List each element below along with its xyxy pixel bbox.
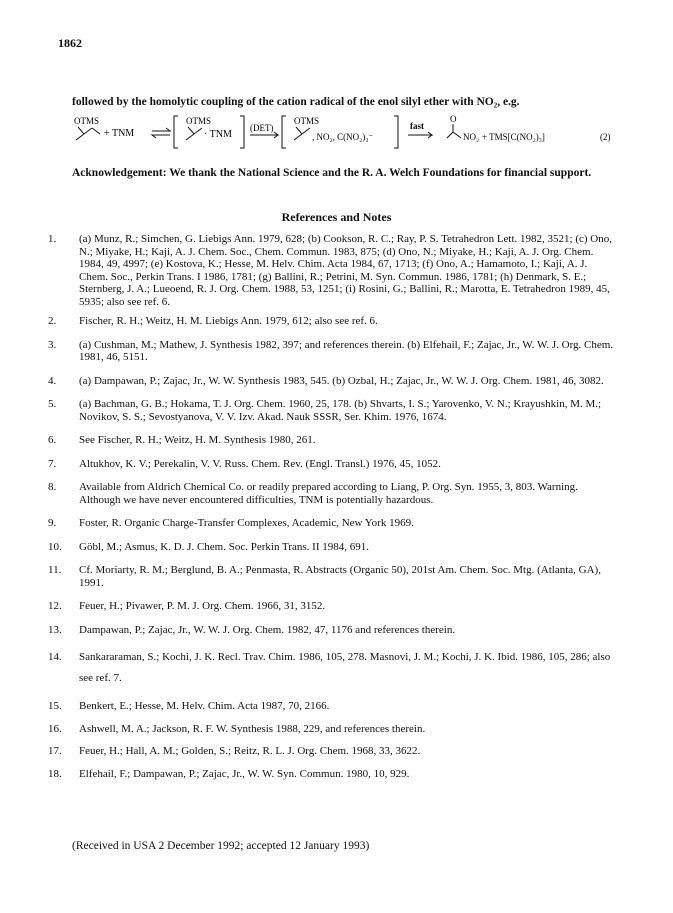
- reference-item: [48, 398, 618, 423]
- reference-item: [48, 768, 618, 781]
- reference-item: [48, 723, 618, 736]
- reference-number: 13.: [48, 623, 62, 636]
- radical-ion-pair: [282, 116, 398, 148]
- enol-silyl-ether-structure: [74, 116, 100, 140]
- reference-number: 17.: [48, 745, 62, 757]
- reference-number: 4.: [48, 374, 57, 387]
- reference-text: Benkert, E.; Hesse, M. Helv. Chim. Acta 1987, 70, 2166.: [79, 700, 330, 712]
- fast-label: fast: [410, 121, 424, 131]
- reference-number: 6.: [48, 434, 57, 446]
- acknowledgement-text: We thank the National Science and the R. A. Welch Foundations for financial support.: [169, 167, 592, 179]
- reference-item: [48, 600, 618, 613]
- reference-number: 12.: [48, 600, 62, 612]
- reference-text: (a) Cushman, M.; Mathew, J. Synthesis 1982, 397; and references therein. (b) Elfehail, F.; Zajac, Jr., W. W. J. Org. Chem. 1981, 46, 5151.: [79, 338, 614, 363]
- reference-item: [48, 517, 618, 530]
- reference-number: 10.: [48, 540, 62, 553]
- radical-pair-label: , NO₂, C(NO₂)₃⁻: [312, 132, 374, 142]
- charge-transfer-complex: [174, 116, 244, 148]
- reference-text: (a) Bachman, G. B.; Hokama, T. J. Org. Chem. 1960, 25, 178. (b) Shvarts, I. S.; Yarovenko, V. N.; Krayushkin, M. M.; Novikov, S. S.; Sevostyanova, V. V. Izv. Akad. Nauk SSSR, Ser. Khim. 1976, 1674.: [79, 398, 602, 423]
- references-heading: References and Notes: [281, 210, 392, 224]
- reference-text: Dampawan, P.; Zajac, Jr., W. W. J. Org. Chem. 1982, 47, 1176 and references therein.: [79, 623, 456, 636]
- fast-arrow: [408, 121, 432, 138]
- reaction-scheme-svg: [72, 114, 632, 158]
- reference-text: Foster, R. Organic Charge-Transfer Complexes, Academic, New York 1969.: [79, 517, 414, 529]
- complex-tnm-label: · TNM: [204, 129, 232, 140]
- reference-text: Feuer, H.; Pivawer, P. M. J. Org. Chem. 1966, 31, 3152.: [79, 600, 326, 612]
- reference-text: See Fischer, R. H.; Weitz, H. M. Synthesis 1980, 261.: [79, 434, 316, 446]
- reference-text: Elfehail, F.; Dampawan, P.; Zajac, Jr., W. W. Syn. Commun. 1980, 10, 929.: [79, 767, 410, 780]
- reference-number: 16.: [48, 722, 62, 735]
- otms-label-2: OTMS: [186, 116, 212, 126]
- reference-item: [48, 700, 618, 713]
- reference-number: 15.: [48, 700, 62, 712]
- equation-number: (2): [600, 132, 611, 142]
- reference-item: [48, 458, 618, 471]
- reference-item: [48, 315, 618, 328]
- reference-item: [48, 481, 618, 506]
- reference-number: 1.: [48, 233, 57, 245]
- reference-number: 2.: [48, 315, 57, 327]
- acknowledgement-label: Acknowledgement:: [72, 167, 167, 179]
- reference-number: 11.: [48, 564, 62, 576]
- reference-number: 9.: [48, 517, 57, 529]
- reference-item: [48, 233, 618, 308]
- reference-item: [48, 541, 618, 554]
- received-note: (Received in USA 2 December 1992; accepted 12 January 1993): [72, 840, 370, 852]
- reference-text: (a) Dampawan, P.; Zajac, Jr., W. W. Synthesis 1983, 545. (b) Ozbal, H.; Zajac, Jr., W. W. J. Org. Chem. 1981, 46, 3082.: [79, 374, 604, 387]
- otms-label-1: OTMS: [74, 116, 100, 126]
- otms-label-3: OTMS: [294, 116, 320, 126]
- reference-text: (a) Munz, R.; Simchen, G. Liebigs Ann. 1979, 628; (b) Cookson, R. C.; Ray, P. S. Tetrahedron Lett. 1982, 3521; (c) Ono, N.; Miyake, H.; Kaji, A. J. Chem. Soc., Chem. Commun. 1983, 875; (d) Ono, N.; Miyake, H.; Kaji, A. J. Org. Chem. 1984, 49, 4997; (e) Kostova, K.; Hesse, M. Helv. Chim. Acta 1984, 67, 1713; (f) Ono, A.; Hamamoto, I.; Kaji, A. J. Chem. Soc., Perkin Trans. I 1986, 1781; (g) Ballini, R.; Petrini, M. Syn. Commun. 1986, 1781; (h) Denmark, S. E.; Sternberg, J. A.; Lueoend, R. J. Org. Chem. 1988, 53, 1251; (i) Rosini, G.; Ballini, R.; Marotta, E. Tetrahedron 1989, 45, 5935; also see ref. 6.: [79, 233, 612, 308]
- reference-item: [48, 624, 618, 637]
- reference-text: Ashwell, M. A.; Jackson, R. F. W. Synthesis 1988, 229, and references therein.: [79, 722, 426, 735]
- reference-item: [48, 745, 618, 758]
- byproduct-label: + TMS[C(NO₂)₃]: [482, 132, 545, 142]
- tnm-reactant: + TNM: [104, 128, 135, 139]
- reference-number: 7.: [48, 457, 57, 470]
- reference-item: [48, 564, 618, 589]
- equilibrium-arrow: [152, 128, 170, 138]
- reference-number: 5.: [48, 398, 57, 410]
- reference-text: Feuer, H.; Hall, A. M.; Golden, S.; Reitz, R. L. J. Org. Chem. 1968, 33, 3622.: [79, 745, 421, 757]
- reference-text: Sankararaman, S.; Kochi, J. K. Recl. Trav. Chim. 1986, 105, 278. Masnovi, J. M.; Kochi, J. K. Ibid. 1986, 105, 286; also see ref. 7.: [79, 651, 611, 684]
- product-no2-label: NO₂: [463, 132, 480, 142]
- reaction-scheme: [72, 114, 632, 158]
- reference-text: Cf. Moriarty, R. M.; Berglund, B. A.; Penmasta, R. Abstracts (Organic 50), 201st Am. Chem. Soc. Mtg. (Atlanta, GA), 1991.: [79, 564, 601, 589]
- reference-text: Available from Aldrich Chemical Co. or readily prepared according to Liang, P. Org. Syn. 1955, 3, 803. Warning. Although we have never encountered difficulties, TNM is potentially hazardous.: [79, 481, 578, 506]
- reference-item: [48, 434, 618, 447]
- reference-text: Göbl, M.; Asmus, K. D. J. Chem. Soc. Perkin Trans. II 1984, 691.: [79, 540, 369, 553]
- reference-text: Fischer, R. H.; Weitz, H. M. Liebigs Ann. 1979, 612; also see ref. 6.: [79, 315, 378, 327]
- det-label: (DET): [250, 123, 274, 133]
- acknowledgement: [72, 166, 632, 180]
- reference-item: [48, 375, 618, 388]
- references-list: [48, 233, 618, 780]
- page-number: 1862: [58, 36, 82, 50]
- intro-text: followed by the homolytic coupling of the cation radical of the enol silyl ether with NO₂, e.g.: [72, 96, 520, 108]
- reference-number: 8.: [48, 481, 57, 493]
- det-arrow: [250, 123, 278, 138]
- reference-text: Altukhov, K. V.; Perekalin, V. V. Russ. Chem. Rev. (Engl. Transl.) 1976, 45, 1052.: [79, 457, 441, 470]
- reference-number: 14.: [48, 651, 62, 663]
- reference-number: 18.: [48, 767, 62, 780]
- carbonyl-o-label: O: [450, 114, 457, 124]
- reference-item: [48, 339, 618, 364]
- nitroketone-product: [447, 114, 479, 142]
- reference-number: 3.: [48, 338, 57, 351]
- reference-item: [48, 647, 618, 689]
